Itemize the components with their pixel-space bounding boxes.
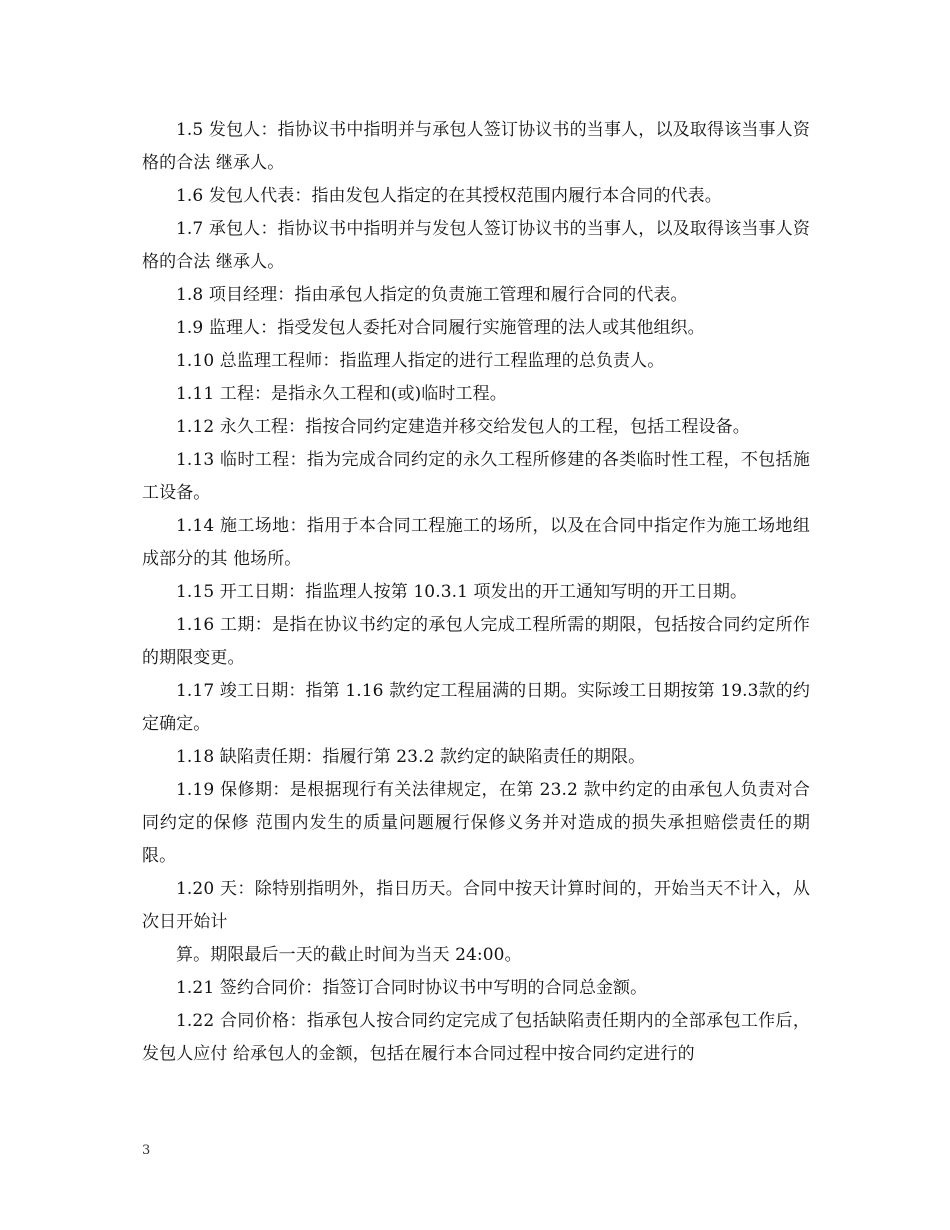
clause-1-18: 1.18 缺陷责任期：指履行第 23.2 款约定的缺陷责任的期限。: [176, 747, 646, 767]
clause-1-9: 1.9 监理人：指受发包人委托对合同履行实施管理的法人或其他组织。: [176, 318, 705, 338]
clause-1-16: 1.16 工期：是指在协议书约定的承包人完成工程所需的期限，包括按合同约定所作的期限变更。: [142, 615, 810, 668]
clause-1-11: 1.11 工程：是指永久工程和(或)临时工程。: [176, 384, 507, 404]
clause-1-15: 1.15 开工日期：指监理人按第 10.3.1 项发出的开工通知写明的开工日期。: [176, 582, 748, 602]
clause-1-10: 1.10 总监理工程师：指监理人指定的进行工程监理的总负责人。: [176, 351, 665, 371]
clause-1-14: 1.14 施工场地：指用于本合同工程施工的场所，以及在合同中指定作为施工场地组成部分的其 他场所。: [142, 516, 810, 569]
clause-1-7: 1.7 承包人：指协议书中指明并与发包人签订协议书的当事人，以及取得该当事人资格的合法 继承人。: [142, 219, 810, 272]
clause-1-21: 1.21 签约合同价：指签订合同时协议书中写明的合同总金额。: [176, 978, 648, 998]
clause-1-5: 1.5 发包人：指协议书中指明并与承包人签订协议书的当事人，以及取得该当事人资格的合法 继承人。: [142, 120, 810, 173]
clause-1-8: 1.8 项目经理：指由承包人指定的负责施工管理和履行合同的代表。: [176, 285, 688, 305]
clause-1-13: 1.13 临时工程：指为完成合同约定的永久工程所修建的各类临时性工程，不包括施工设备。: [142, 450, 810, 503]
clause-1-20: 1.20 天：除特别指明外，指日历天。合同中按天计算时间的，开始当天不计入，从次日开始计: [142, 879, 810, 932]
page-number: 3: [142, 1143, 151, 1158]
clause-1-17: 1.17 竣工日期：指第 1.16 款约定工程届满的日期。实际竣工日期按第 19.3款的约定确定。: [142, 681, 810, 734]
clause-1-12: 1.12 永久工程：指按合同约定建造并移交给发包人的工程，包括工程设备。: [176, 417, 750, 437]
clause-1-20-continuation: 算。期限最后一天的截止时间为当天 24:00。: [176, 945, 522, 965]
clause-1-19: 1.19 保修期：是根据现行有关法律规定，在第 23.2 款中约定的由承包人负责对合同约定的保修 范围内发生的质量问题履行保修义务并对造成的损失承担赔偿责任的期限。: [142, 780, 810, 866]
clause-1-6: 1.6 发包人代表：指由发包人指定的在其授权范围内履行本合同的代表。: [176, 186, 722, 206]
clause-1-22: 1.22 合同价格：指承包人按合同约定完成了包括缺陷责任期内的全部承包工作后，发包人应付 给承包人的金额，包括在履行本合同过程中按合同约定进行的: [142, 1011, 810, 1064]
document-body: [142, 114, 810, 1071]
